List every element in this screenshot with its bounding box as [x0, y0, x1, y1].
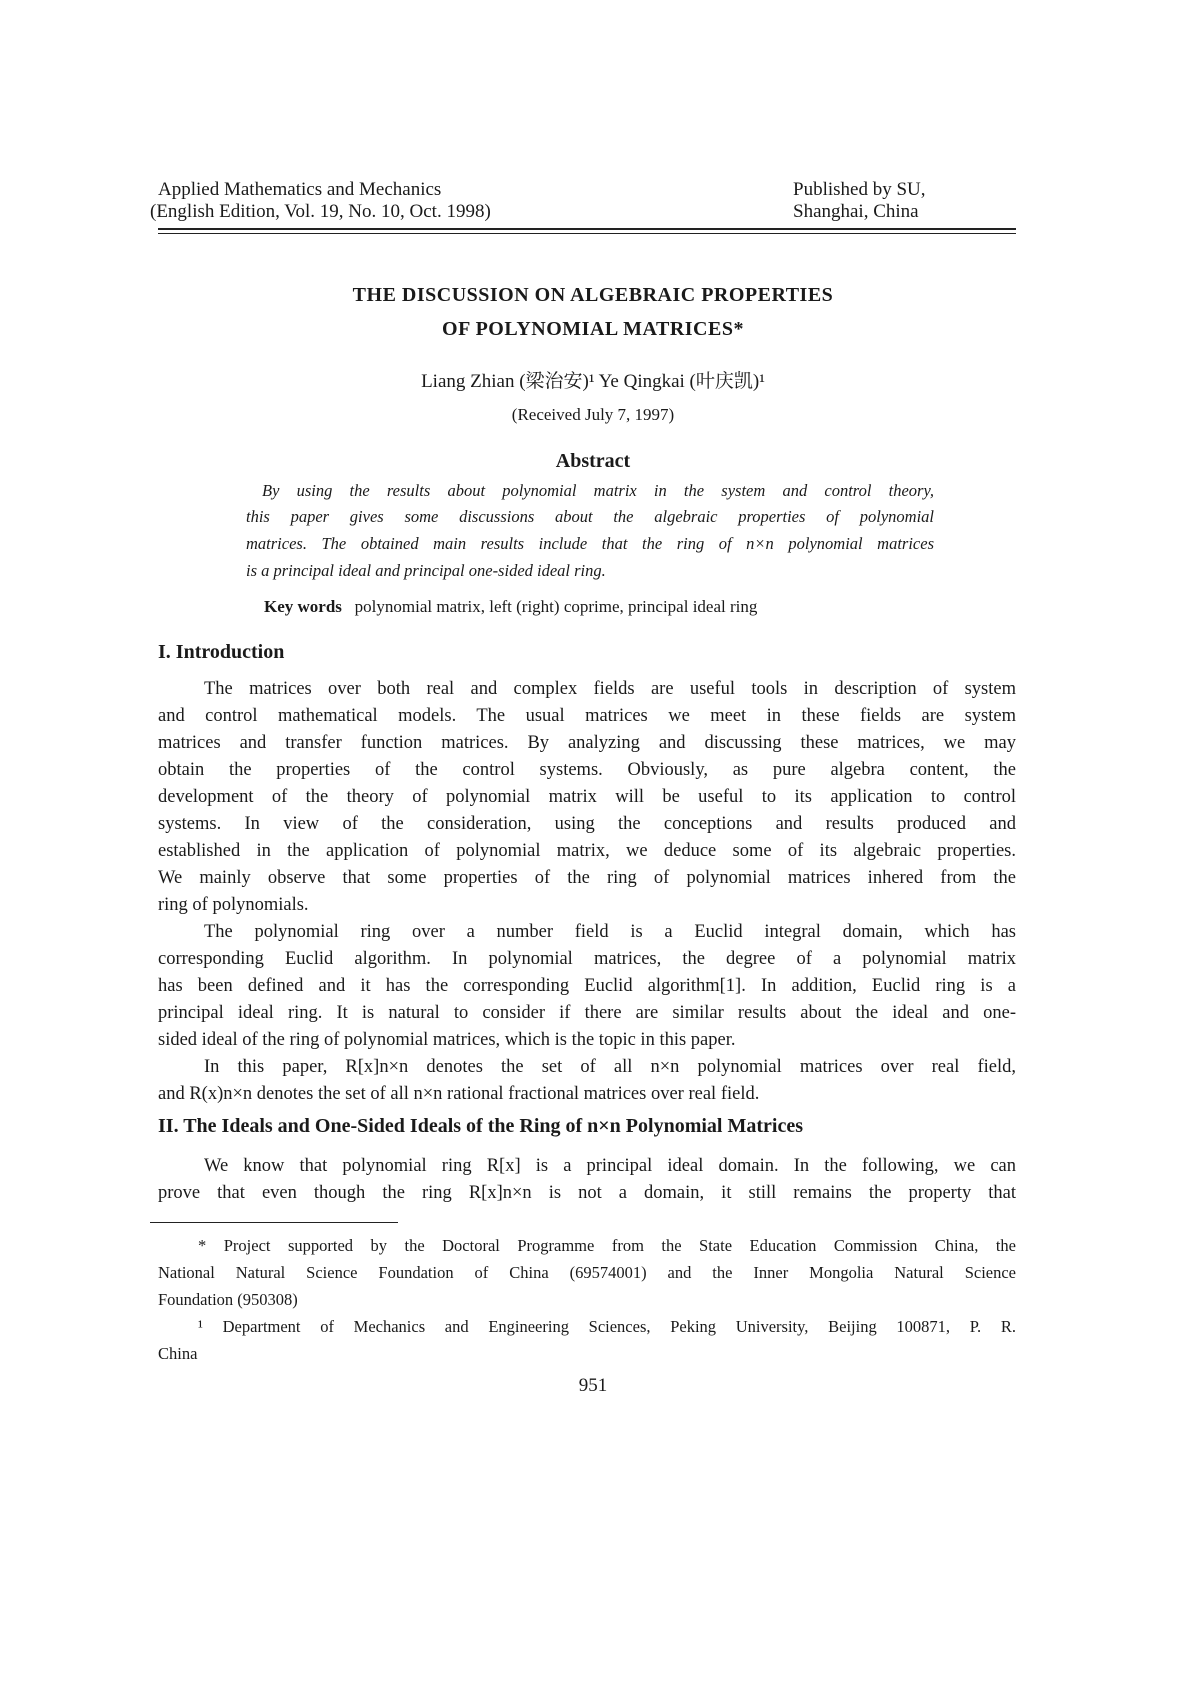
abstract-line: matrices. The obtained main results include that the ring of n×n polynomial matrices: [246, 534, 934, 553]
paragraph-line: The matrices over both real and complex fields are useful tools in description of system: [204, 679, 1016, 699]
paragraph-line: obtain the properties of the control systems. Obviously, as pure algebra content, the: [158, 760, 1016, 780]
paragraph-line: sided ideal of the ring of polynomial matrices, which is the topic in this paper.: [158, 1030, 736, 1050]
paper-title-line2: OF POLYNOMIAL MATRICES*: [442, 318, 744, 340]
paragraph-line: established in the application of polynomial matrix, we deduce some of its algebraic properties.: [158, 841, 1016, 861]
paragraph-line: corresponding Euclid algorithm. In polynomial matrices, the degree of a polynomial matrix: [158, 949, 1016, 969]
publisher-location: Shanghai, China: [793, 201, 919, 222]
journal-name: Applied Mathematics and Mechanics: [158, 179, 442, 200]
abstract-heading: Abstract: [555, 450, 631, 472]
paragraph-line: We know that polynomial ring R[x] is a principal ideal domain. In the following, we can: [204, 1156, 1016, 1176]
footnote-line: Foundation (950308): [158, 1290, 298, 1309]
paragraph-line: matrices and transfer function matrices. By analyzing and discussing these matrices, we may: [158, 733, 1016, 753]
paragraph-line: ring of polynomials.: [158, 895, 309, 915]
paragraph-line: systems. In view of the consideration, using the conceptions and results produced and: [158, 814, 1016, 834]
authors: Liang Zhian (梁治安)¹ Ye Qingkai (叶庆凯)¹: [421, 371, 765, 392]
keywords: [264, 597, 757, 617]
paragraph-line: In this paper, R[x]n×n denotes the set of all n×n polynomial matrices over real field,: [204, 1057, 1016, 1077]
page-number: 951: [578, 1375, 608, 1396]
footnote-rule: [150, 1222, 398, 1223]
abstract-line: By using the results about polynomial matrix in the system and control theory,: [262, 481, 934, 500]
section-heading-introduction: I. Introduction: [158, 641, 285, 663]
abstract-line: this paper gives some discussions about the algebraic properties of polynomial: [246, 507, 934, 526]
journal-edition: (English Edition, Vol. 19, No. 10, Oct. 1998): [150, 201, 491, 222]
paragraph-line: principal ideal ring. It is natural to consider if there are similar results about the ideal and one-: [158, 1003, 1016, 1023]
paragraph-line: We mainly observe that some properties of the ring of polynomial matrices inhered from the: [158, 868, 1016, 888]
keywords-text: polynomial matrix, left (right) coprime, principal ideal ring: [354, 597, 758, 616]
publisher: Published by SU,: [793, 179, 926, 200]
paper-title-line1: THE DISCUSSION ON ALGEBRAIC PROPERTIES: [352, 284, 834, 306]
paragraph-line: development of the theory of polynomial matrix will be useful to its application to control: [158, 787, 1016, 807]
keywords-label: Key words: [264, 597, 342, 616]
header-rule-bottom: [158, 233, 1016, 234]
paragraph-line: The polynomial ring over a number field is a Euclid integral domain, which has: [204, 922, 1016, 942]
received-date: (Received July 7, 1997): [511, 405, 675, 424]
footnote-line: National Natural Science Foundation of China (69574001) and the Inner Mongolia Natural Science: [158, 1263, 1016, 1282]
section-heading-ideals: II. The Ideals and One-Sided Ideals of the Ring of n×n Polynomial Matrices: [158, 1115, 803, 1137]
paragraph-line: prove that even though the ring R[x]n×n is not a domain, it still remains the property that: [158, 1183, 1016, 1203]
footnote-line: China: [158, 1344, 198, 1363]
paragraph-line: has been defined and it has the corresponding Euclid algorithm[1]. In addition, Euclid ring is a: [158, 976, 1016, 996]
abstract-line: is a principal ideal and principal one-sided ideal ring.: [246, 561, 606, 580]
paragraph-line: and control mathematical models. The usual matrices we meet in these fields are system: [158, 706, 1016, 726]
footnote-line: ¹ Department of Mechanics and Engineering Sciences, Peking University, Beijing 100871, P. R.: [198, 1317, 1016, 1336]
header-rule-top: [158, 228, 1016, 230]
paragraph-line: and R(x)n×n denotes the set of all n×n rational fractional matrices over real field.: [158, 1084, 760, 1104]
footnote-line: * Project supported by the Doctoral Programme from the State Education Commission China, the: [198, 1236, 1016, 1255]
